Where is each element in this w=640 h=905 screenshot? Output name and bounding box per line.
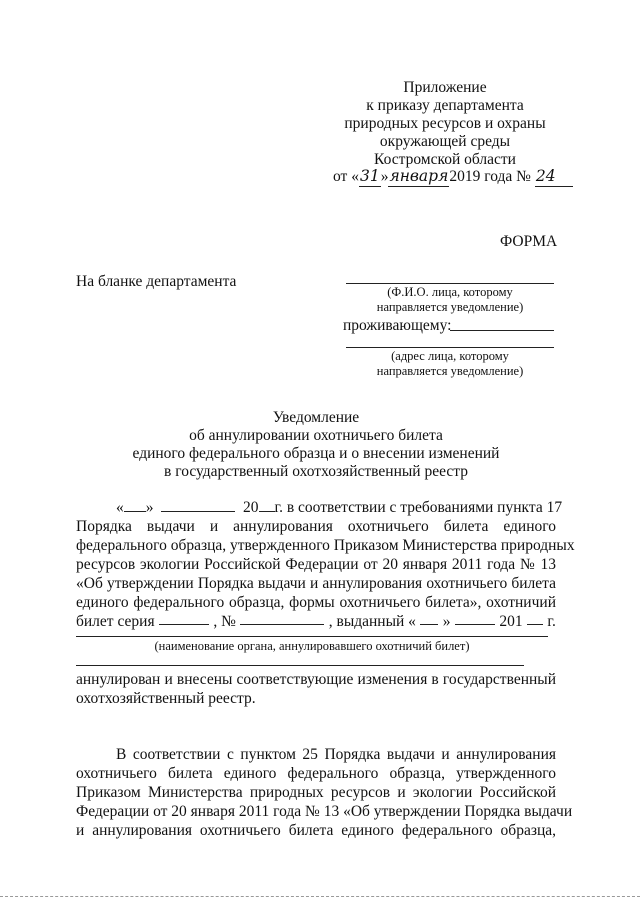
appendix-line-2: к приказу департамента bbox=[366, 97, 524, 114]
notice-title-line-4: в государственный охотхозяйственный реестр bbox=[164, 463, 468, 480]
address-caption-1: (адрес лица, которому bbox=[391, 349, 509, 363]
day-blank bbox=[124, 499, 146, 512]
residing-label: проживающему: bbox=[343, 317, 452, 334]
body1-line-2: Порядка выдачи и аннулирования охотничьего билета единого bbox=[76, 518, 556, 535]
appendix-title: Приложение bbox=[403, 79, 487, 96]
appendix-date-line bbox=[333, 167, 573, 187]
body2-line-1: аннулирован и внесены соответствующие изменения в государственный bbox=[76, 671, 556, 688]
organ-caption: (наименование органа, аннулировавшего охотничий билет) bbox=[154, 639, 470, 653]
form-label: ФОРМА bbox=[500, 233, 558, 250]
series-blank bbox=[159, 612, 209, 625]
body3-line-2: охотничьего билета единого федерального образца, утвержденного bbox=[76, 765, 556, 782]
handwritten-day: 31 bbox=[359, 167, 380, 185]
date-suffix: 2019 года № bbox=[449, 168, 531, 185]
body1-line-3: федерального образца, утвержденного Приказом Министерства природных bbox=[76, 537, 575, 554]
scan-edge bbox=[0, 896, 640, 897]
organ-underline bbox=[76, 636, 548, 637]
letterhead-note: На бланке департамента bbox=[76, 273, 237, 290]
body3-line-3: Приказом Министерства природных ресурсов и экологии Российской bbox=[76, 784, 556, 801]
body1-line-7: билет серия , № , выданный « » 201 г. bbox=[76, 613, 556, 630]
appendix-line-5: Костромской области bbox=[374, 151, 516, 168]
issue-month-blank bbox=[455, 612, 495, 625]
notice-title-line-3: единого федерального образца и о внесении изменений bbox=[132, 445, 500, 462]
month-blank bbox=[161, 499, 235, 512]
appendix-line-4: окружающей среды bbox=[379, 133, 511, 150]
appendix-line-3: природных ресурсов и охраны bbox=[344, 115, 546, 132]
address-underline bbox=[346, 347, 554, 348]
date-mid: » bbox=[380, 168, 389, 185]
address-caption-2: направляется уведомление) bbox=[376, 364, 524, 378]
body1-line-6: единого федерального образца, формы охотничьего билета», охотничий bbox=[76, 594, 556, 611]
issue-day-blank bbox=[420, 612, 438, 625]
fio-underline bbox=[346, 283, 554, 284]
body3-line-5: и аннулирования охотничьего билета единого федерального образца, bbox=[76, 822, 556, 839]
date-prefix: от « bbox=[333, 168, 359, 185]
year-blank bbox=[259, 499, 275, 512]
handwritten-number: 24 bbox=[535, 167, 573, 187]
issue-year-blank bbox=[527, 612, 543, 625]
notice-title: Уведомление bbox=[272, 409, 360, 426]
number-blank bbox=[240, 612, 324, 625]
fio-caption-2: направляется уведомление) bbox=[376, 300, 524, 314]
body3-line-1: В соответствии с пунктом 25 Порядка выдачи и аннулирования bbox=[116, 746, 556, 763]
handwritten-month: января bbox=[389, 167, 449, 185]
notice-title-line-2: об аннулировании охотничьего билета bbox=[189, 427, 443, 444]
organ-underline-2 bbox=[76, 665, 524, 666]
body1-line-4: ресурсов экологии Российской Федерации от 20 января 2011 года № 13 bbox=[76, 556, 556, 573]
fio-caption-1: (Ф.И.О. лица, которому bbox=[387, 285, 513, 299]
residing-underline bbox=[450, 330, 554, 331]
body1-line-5: «Об утверждении Порядка выдачи и аннулирования охотничьего билета bbox=[76, 575, 556, 592]
body3-line-4: Федерации от 20 января 2011 года № 13 «Об утверждении Порядка выдачи bbox=[76, 803, 573, 820]
body1-line-1: « » 20 г. в соответствии с требованиями пункта 17 bbox=[116, 499, 563, 516]
body2-line-2: охотхозяйственный реестр. bbox=[76, 690, 256, 707]
